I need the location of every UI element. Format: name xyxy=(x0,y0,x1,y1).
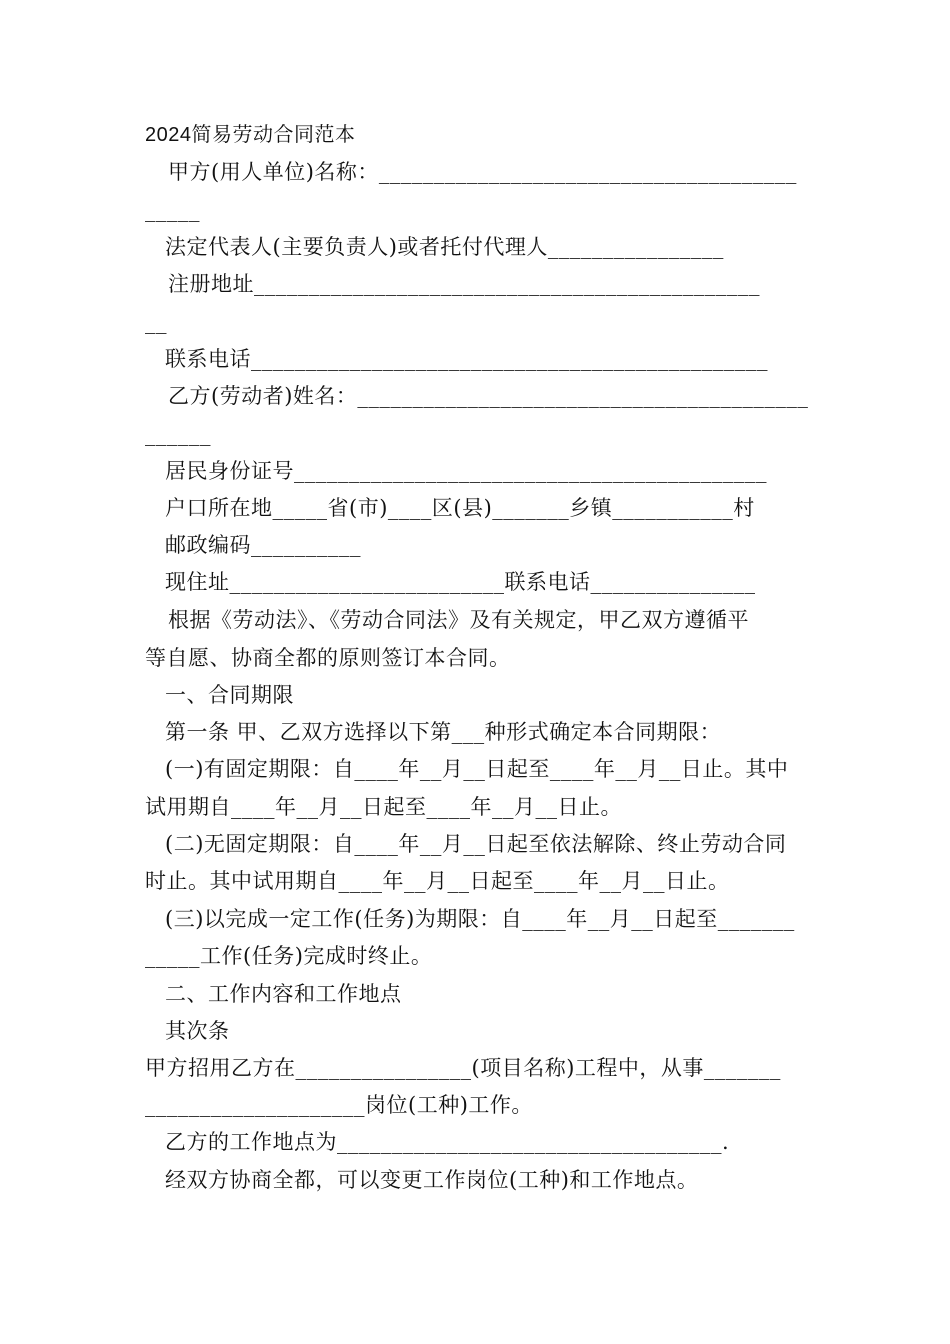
fixed-term-line-1: (一)有固定期限：自____年__月__日起至____年__月__日止。其中 xyxy=(165,757,789,781)
open-term-line-2: 时止。其中试用期自____年__月__日起至____年__月__日止。 xyxy=(145,869,730,893)
job-content-line-1: 甲方招用乙方在________________(项目名称)工程中，从事_______ xyxy=(145,1056,781,1080)
id-number-line: 居民身份证号___________________________________________ xyxy=(165,459,767,483)
postal-code-line: 邮政编码__________ xyxy=(165,533,361,557)
preamble-line-1: 根据《劳动法》、《劳动合同法》及有关规定，甲乙双方遵循平 xyxy=(168,608,749,632)
open-term-line-1: (二)无固定期限：自____年__月__日起至依法解除、终止劳动合同 xyxy=(165,832,787,856)
legal-representative-line: 法定代表人(主要负责人)或者托付代理人________________ xyxy=(165,235,724,259)
current-address-line: 现住址_________________________联系电话_______________ xyxy=(165,570,756,594)
party-a-phone-line: 联系电话_______________________________________________ xyxy=(165,347,768,371)
fixed-term-line-2: 试用期自____年__月__日起至____年__月__日止。 xyxy=(145,795,622,819)
document-title: 2024简易劳动合同范本 xyxy=(145,124,356,146)
registered-address-line-cont: __ xyxy=(145,310,167,334)
preamble-line-2: 等自愿、协商全都的原则签订本合同。 xyxy=(145,646,511,670)
section-2-heading: 二、工作内容和工作地点 xyxy=(165,982,402,1006)
article-2-heading: 其次条 xyxy=(165,1019,230,1043)
party-a-name-line-cont: _____ xyxy=(145,198,200,222)
task-term-line-2: _____工作(任务)完成时终止。 xyxy=(145,944,433,968)
section-1-heading: 一、合同期限 xyxy=(165,683,294,707)
task-term-line-1: (三)以完成一定工作(任务)为期限：自____年__月__日起至_______ xyxy=(165,907,795,931)
work-location-line: 乙方的工作地点为___________________________________. xyxy=(165,1130,730,1154)
party-a-name-line: 甲方(用人单位)名称：______________________________________ xyxy=(168,160,797,184)
party-b-name-line: 乙方(劳动者)姓名：_________________________________________ xyxy=(168,384,809,408)
article-1-line: 第一条 甲、乙双方选择以下第___种形式确定本合同期限： xyxy=(165,720,722,744)
household-registration-line: 户口所在地_____省(市)____区(县)_______乡镇___________村 xyxy=(165,496,755,520)
change-agreement-line: 经双方协商全都，可以变更工作岗位(工种)和工作地点。 xyxy=(165,1168,699,1192)
job-content-line-2: ____________________岗位(工种)工作。 xyxy=(145,1093,533,1117)
party-b-name-line-cont: ______ xyxy=(145,422,211,446)
registered-address-line: 注册地址______________________________________________ xyxy=(168,272,760,296)
